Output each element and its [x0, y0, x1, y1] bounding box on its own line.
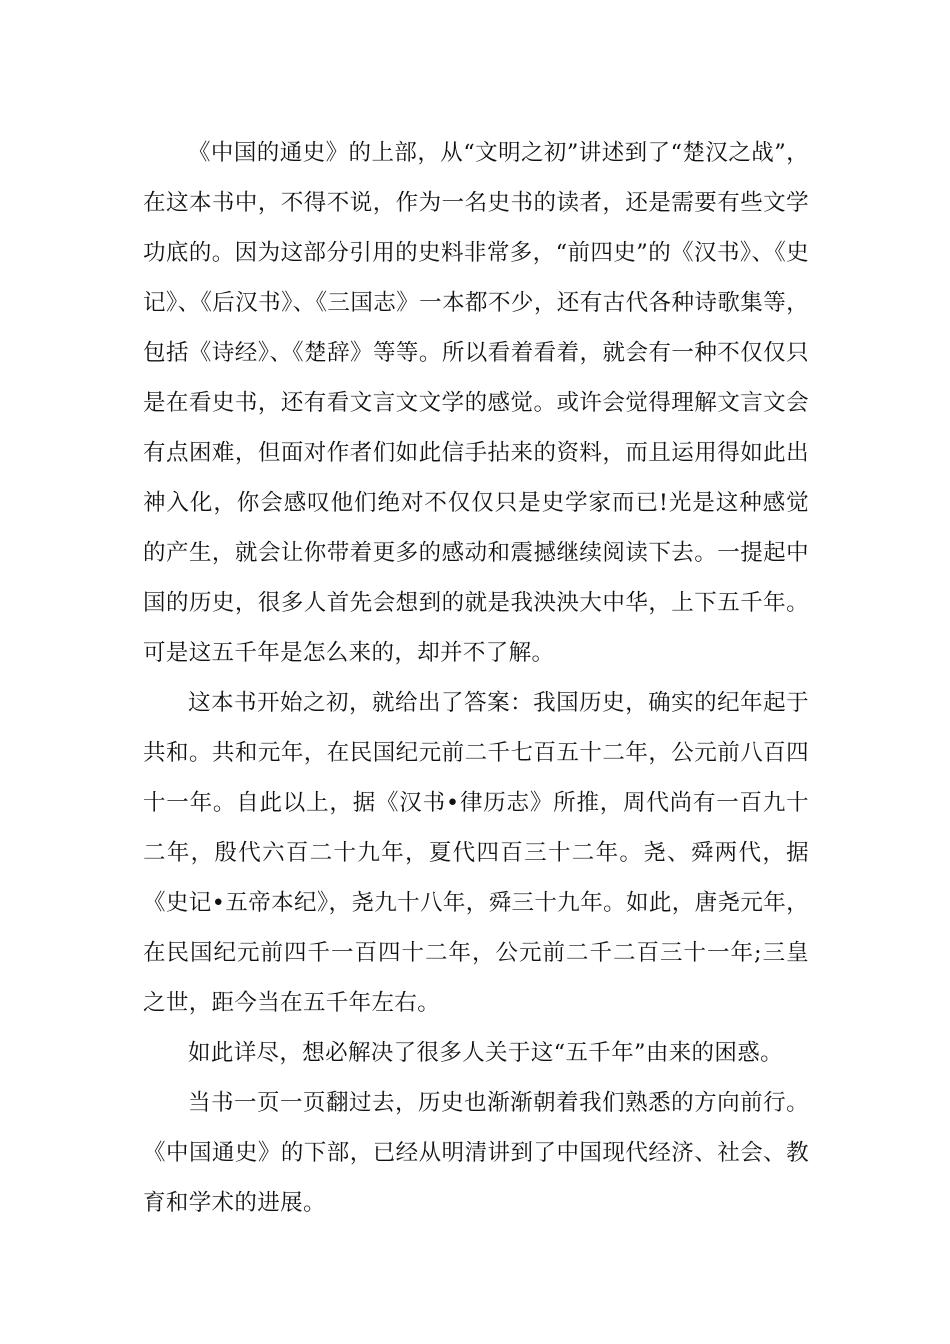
paragraph-3: 如此详尽，想必解决了很多人关于这“五千年”由来的困惑。 [188, 1040, 783, 1066]
paragraph-1: 《中国的通史》的上部，从“文明之初”讲述到了“楚汉之战”，在这本书中，不得不说，作为一名史书的读者，还是需要有些文学功底的。因为这部分引用的史料非常多，“前四史”的《汉书》、《史记》、《后汉书》、《三国志》一本都不少，还有古代各种诗歌集等，包括《诗经》、《楚辞》等等。所以看着看着，就会有一种不仅仅只是在看史书，还有看文言文文学的感觉。或许会觉得理解文言文会有点困难，但面对作者们如此信手拈来的资料，而且运用得如此出神入化，你会感叹他们绝对不仅仅只是史学家而已!光是这种感觉的产生，就会让你带着更多的感动和震撼继续阅读下去。一提起中国的历史，很多人首先会想到的就是我泱泱大中华，上下五千年。可是这五千年是怎么来的，却并不了解。 [143, 140, 809, 666]
document-body [143, 128, 809, 1228]
paragraph-4: 当书一页一页翻过去，历史也渐渐朝着我们熟悉的方向前行。《中国通史》的下部，已经从明清讲到了中国现代经济、社会、教育和学术的进展。 [143, 1090, 809, 1216]
paragraph-2: 这本书开始之初，就给出了答案：我国历史，确实的纪年起于共和。共和元年，在民国纪元前二千七百五十二年，公元前八百四十一年。自此以上，据《汉书•律历志》所推，周代尚有一百九十二年，殷代六百二十九年，夏代四百三十二年。尧、舜两代，据《史记•五帝本纪》，尧九十八年，舜三十九年。如此，唐尧元年，在民国纪元前四千一百四十二年，公元前二千二百三十一年;三皇之世，距今当在五千年左右。 [143, 690, 809, 1016]
